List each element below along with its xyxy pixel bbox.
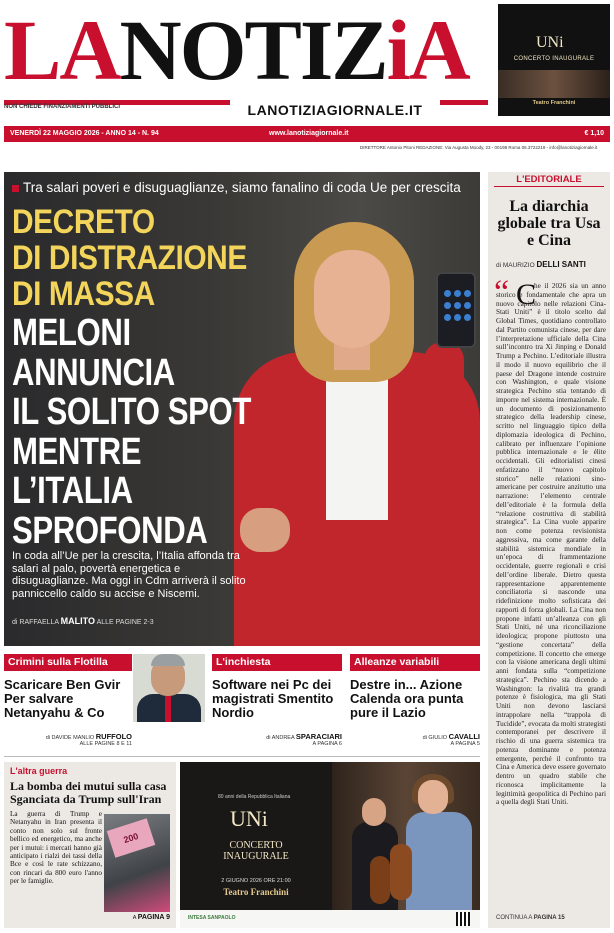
story-byline: di ANDREA SPARACIARI A PAGINA 6 (266, 732, 342, 747)
banknote-icon: 200 (107, 818, 156, 858)
ad-title: CONCERTO INAUGURALE (513, 56, 595, 62)
story-photo (104, 814, 170, 912)
editorial-byline: di MAURIZIO DELLI SANTI (496, 260, 586, 269)
concert-ad[interactable] (180, 762, 480, 928)
lead-kicker: Tra salari poveri e disuguaglianze, siamo fanalino di coda Ue per crescita (12, 180, 461, 195)
ad-logo: UNi (536, 34, 564, 51)
qr-code-icon[interactable] (456, 912, 470, 926)
ad-logo: UNi (230, 806, 268, 831)
ad-venue: Teatro Franchini (532, 100, 576, 106)
story-headline[interactable]: Scaricare Ben Gvir Per salvare Netanyahu & Co (4, 677, 121, 720)
story-label: L'inchiesta (212, 654, 342, 671)
story-byline: di GIULIO CAVALLI A PAGINA 5 (422, 732, 480, 747)
story-headline[interactable]: La bomba dei mutui sulla casa Sganciata da Trump sull'Iran (10, 779, 167, 806)
lead-headline-white[interactable]: MELONI ANNUNCIA IL SOLITO SPOT MENTRE L’ITALIA SPROFONDA (12, 312, 251, 552)
ad-date: 2 GIUGNO 2026 ORE 21:00 (221, 878, 291, 884)
lead-headline-yellow[interactable]: DECRETO DI DISTRAZIONE DI MASSA (12, 203, 247, 313)
ad-title: CONCERTO INAUGURALE (223, 840, 289, 862)
ad-anniversary: 80 anni della Repubblica Italiana (218, 794, 291, 800)
lead-story[interactable] (4, 172, 480, 646)
story-inchiesta[interactable] (212, 654, 342, 747)
divider (4, 756, 480, 757)
story-flotilla[interactable] (4, 654, 132, 747)
lead-byline: di RAFFAELLA MALITO ALLE PAGINE 2-3 (12, 616, 154, 626)
editorial-label: L'EDITORIALE (516, 174, 582, 185)
story-altra-guerra[interactable] (4, 762, 176, 928)
ad-photo (498, 70, 610, 98)
ad-venue: Teatro Franchini (223, 887, 289, 897)
masthead (0, 0, 614, 150)
editorial-body: he il 2026 sia un anno storico e fondamentale che apra un nuovo capitolo nelle relazioni Cina-Stati Uniti” è il titolo scelto dal Global Times, quotidiano controllato dal Partito comunista cinese, per dare l’interpretazione ufficiale della Cina sull’incontro tra Xi Jinping e Donald Trump a Pechino. L’editoriale illustra il modo il nuovo equilibrio che il paese del Dragone intende costruire con Washington, e quale visione strategica Pechino stia tentando di imporre nel sistema internazionale. È un documento di posizionamento strategico della leadership cinese, scritto nel linguaggio tipico della diplomazia ideologica di Pechino, calibrato per influenzare l’opinione pubblica internazionale e le élite occidentali. Gli editorialisti cinesi enfatizzano il “nuovo capitolo storico” nelle relazioni sino-americane per costruire anzitutto una narrazione: l’elemento centrale dell’editoriale è la formula della “relazione costruttiva di stabilità strategica”. La Cina vuole apparire non come potenza revisionista aggressiva, ma come garante della stabilità sistemica mondiale in un’epoca di frammentazione occidentale, guerre regionali e crisi dell’ordine liberale. Dietro questa rappresentazione apparentemente conciliatoria si nasconde una ridefinizione molto sofisticata dei rapporti di forza globali. La Cina non propone infatti un’alleanza con gli Stati Uniti, né una riconciliazione ideologica; propone piuttosto una “gestione concertata” della competizione. Il concetto che emerge con la visione americana degli ultimi anni fondata sulla “competizione strategica”. Pechino sta dicendo a Washington: la rivalità tra grandi potenze è fisiologica, ma gli Stati Uniti non devono lasciarsi intrappolare nella “trappola di Tucidide”, evocata da molti strategisti contemporanei per descrivere il rischio di una guerra sistemica tra potenza dominante e potenza emergente, perché il confronto tra Cina e America deve essere governato dentro un quadro stabile che riconosca implicitamente la legittimità geopolitica di Pechino pari a quella degli Stati Uniti. (496, 282, 606, 807)
story-headline[interactable]: Software nei Pc dei magistrati Smentito Nordio (212, 677, 334, 720)
editorial-column[interactable] (488, 172, 610, 928)
story-label: Alleanze variabili (350, 654, 480, 671)
lead-summary: In coda all’Ue per la crescita, l’Italia affonda tra salari al palo, povertà energetica e disuguaglianze. Ma oggi in Cdm arriverà il solito panniccello caldo su accise e Niscemi. (12, 550, 246, 600)
editorial-credits: DIRETTORE Antonio Pitoni REDAZIONE: Via Augusta Moody, 23 - 00198 Roma 06.3722219 - info@lanotiziagiornale.it (360, 145, 598, 150)
top-concert-ad[interactable] (498, 4, 610, 116)
story-photo (133, 654, 205, 722)
phone-icon (436, 272, 476, 348)
divider (494, 186, 604, 187)
story-label: Crimini sulla Flotilla (4, 654, 132, 671)
date-bar (4, 126, 610, 142)
story-page-ref: A PAGINA 9 (132, 914, 170, 921)
violin-icon (370, 856, 390, 904)
masthead-tagline: NON CHIEDE FINANZIAMENTI PUBBLICI (4, 104, 120, 110)
newspaper-logo[interactable]: LANOTIZiA (4, 2, 469, 98)
story-label: L'altra guerra (10, 766, 68, 776)
masthead-site-link[interactable]: LANOTIZIAGIORNALE.IT (230, 100, 440, 120)
editorial-continue[interactable]: CONTINUA A PAGINA 15 (496, 915, 565, 921)
story-headline[interactable]: Destre in... Azione Calenda ora punta pure il Lazio (350, 677, 464, 720)
editorial-dropcap: C (516, 278, 537, 311)
violin-icon (390, 844, 412, 900)
sponsor-logo: INTESA SANPAOLO (188, 915, 236, 921)
square-bullet-icon (12, 185, 19, 192)
story-byline: di DAVIDE MANLIO RUFFOLO ALLE PAGINE 8 E 11 (45, 732, 132, 747)
issue-date: VENERDÌ 22 MAGGIO 2026 - ANNO 14 - N. 94 (10, 130, 159, 137)
editorial-title[interactable]: La diarchia globale tra Usa e Cina (497, 198, 601, 249)
issue-price: € 1,10 (584, 130, 604, 137)
quote-mark-icon: “ (494, 274, 510, 311)
story-body: La guerra di Trump e Netanyahu in Iran presenta il conto non solo sul fronte bellico ed energetico, ma anche per i mutui: i mercati hanno già anticipato i rialzi dei tassi della Bce e così le rate schizzano, con rincari da 800 euro l'anno per le famiglie. (10, 810, 102, 886)
story-alleanze[interactable] (350, 654, 480, 747)
website-url[interactable]: www.lanotiziagiornale.it (269, 130, 349, 137)
